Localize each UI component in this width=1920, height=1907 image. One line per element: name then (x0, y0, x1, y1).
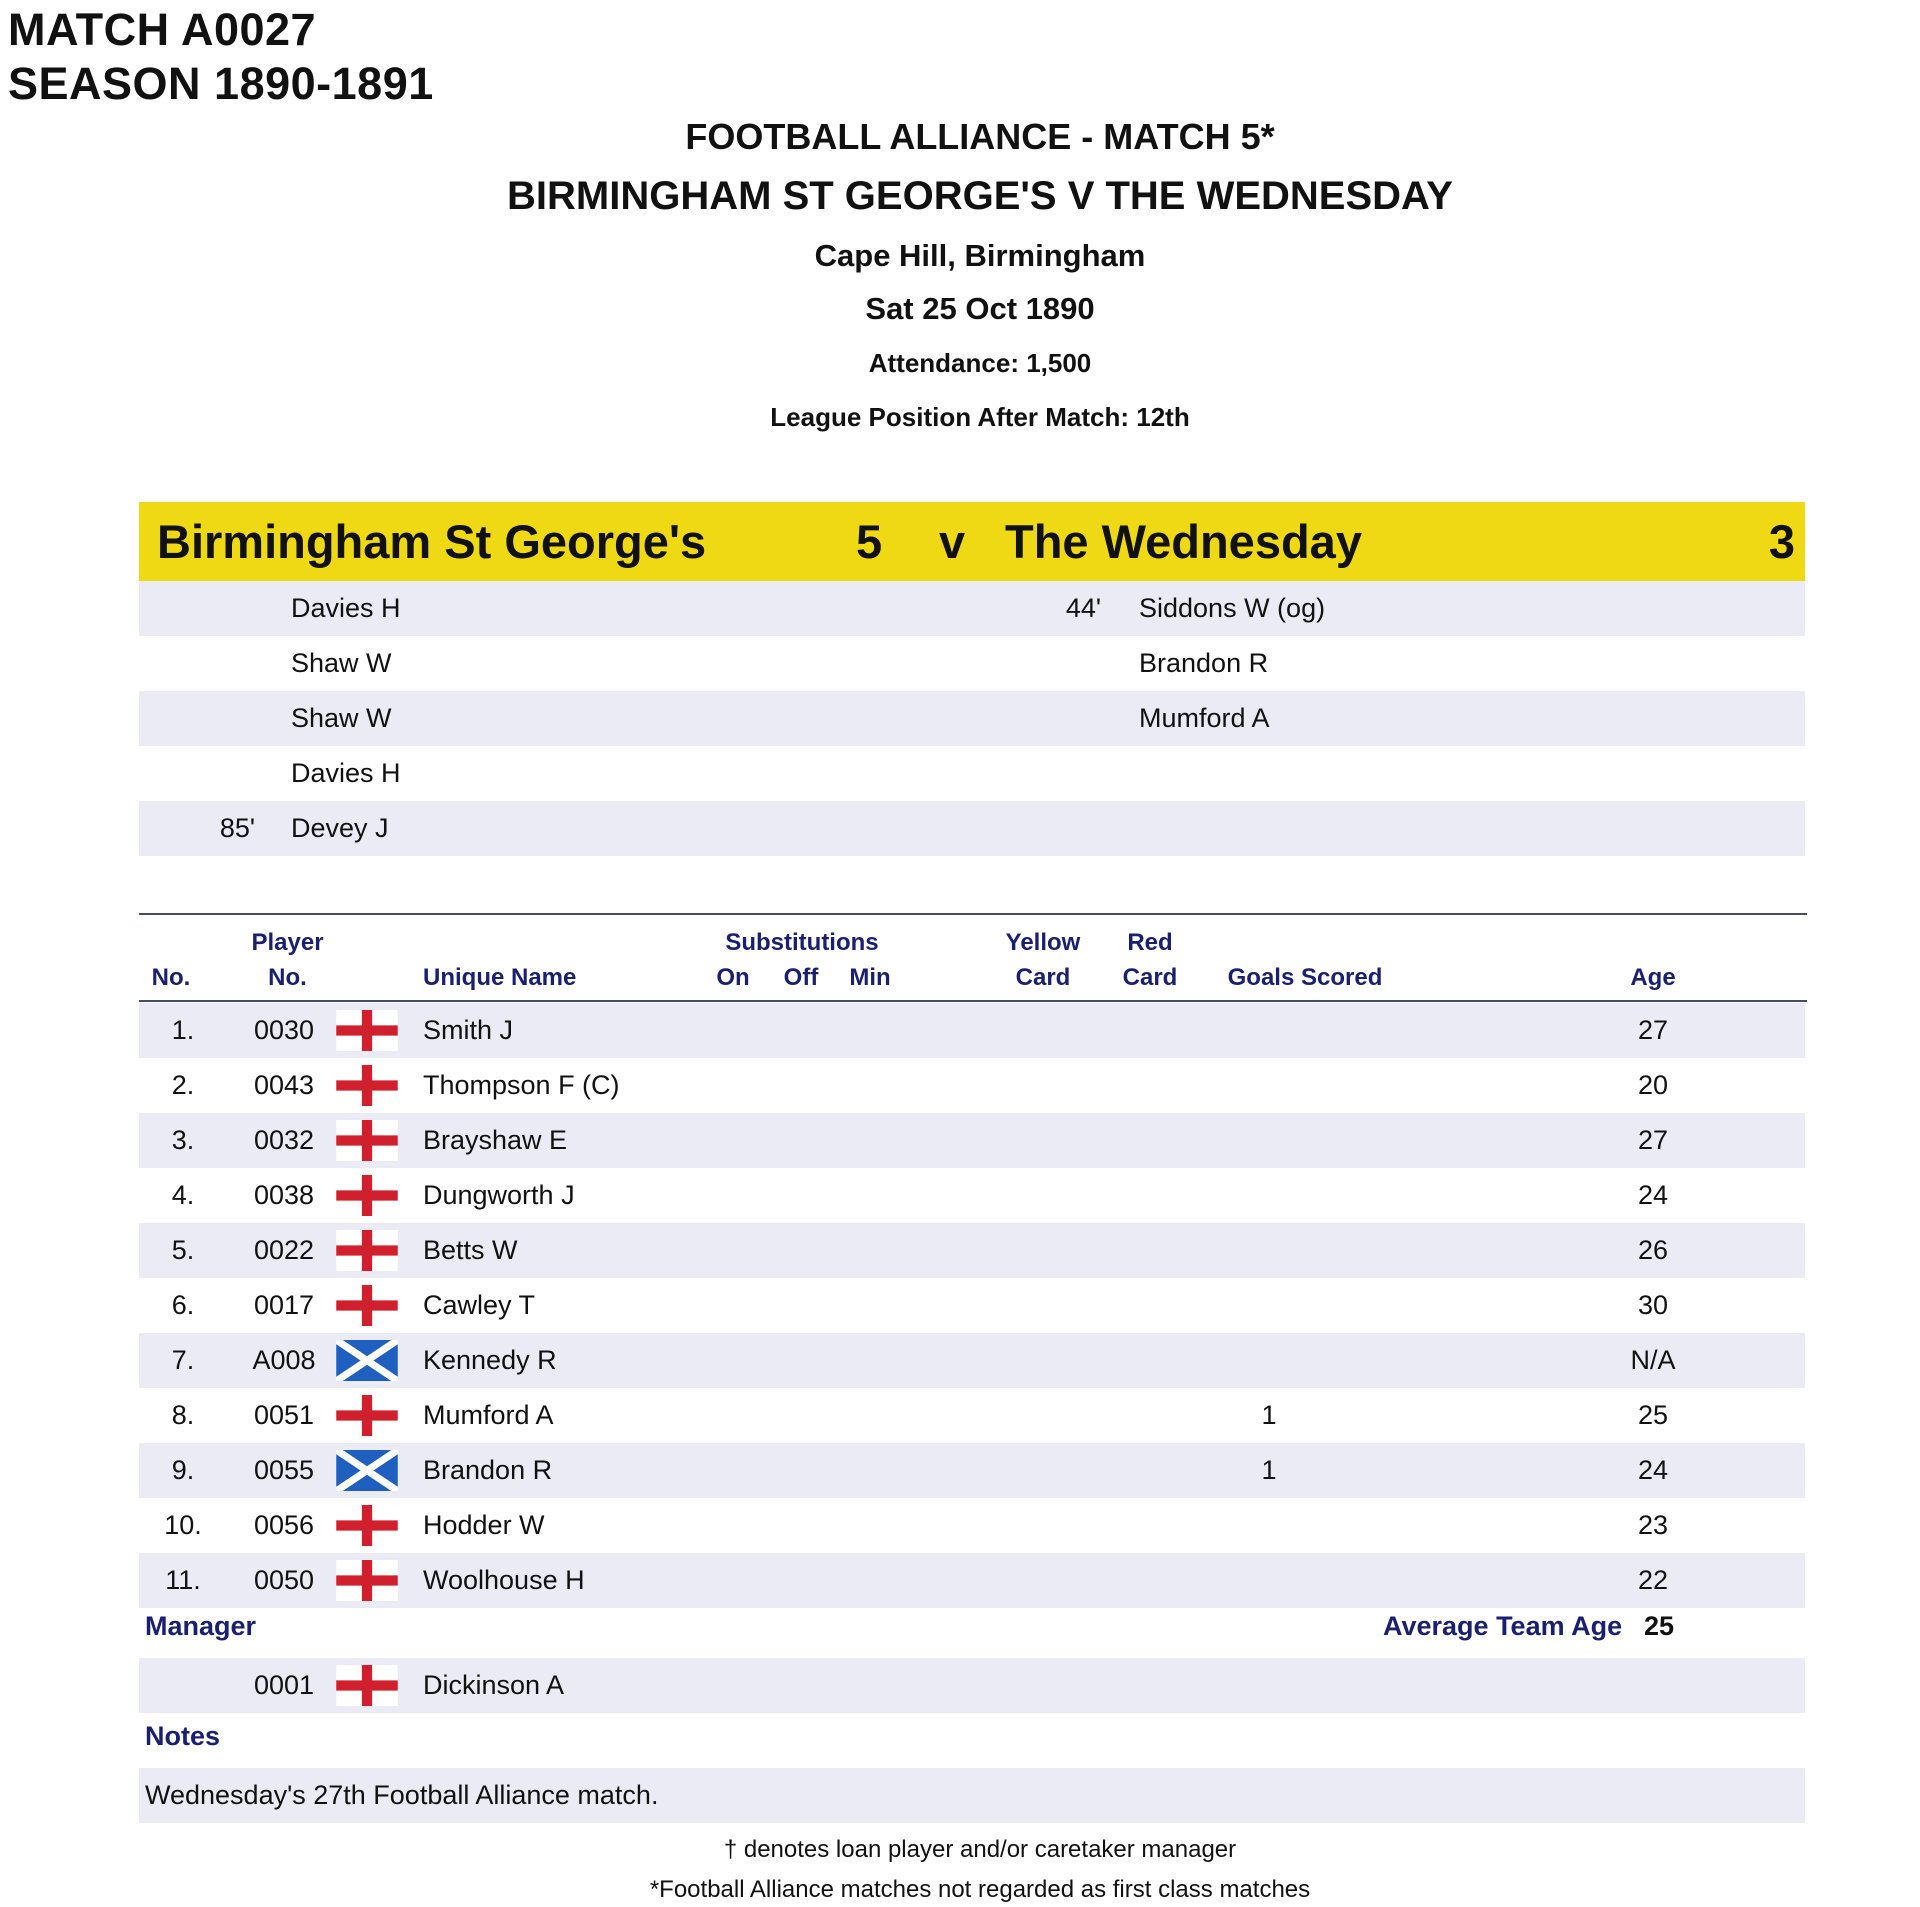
table-header-rule (139, 1000, 1807, 1002)
col-header-unique-name: Unique Name (423, 964, 577, 991)
shirt-number: 11. (165, 1565, 201, 1595)
england-flag-icon (336, 1175, 398, 1216)
player-number: 0017 (253, 1290, 315, 1320)
average-age-value: 25 (1644, 1611, 1675, 1641)
england-flag-icon (336, 1395, 398, 1436)
match-id: MATCH A0027 (8, 4, 317, 55)
average-age-label: Average Team Age (1383, 1611, 1623, 1641)
notes-text: Wednesday's 27th Football Alliance match. (145, 1780, 659, 1810)
col-header-no: No. (151, 964, 191, 991)
player-name: Brayshaw E (423, 1125, 568, 1155)
player-row (139, 1223, 1805, 1278)
player-name: Thompson F (C) (423, 1070, 620, 1100)
scorer-row (139, 636, 1805, 691)
home-score: 5 (856, 515, 883, 568)
shirt-number: 7. (171, 1345, 195, 1375)
player-row (139, 1113, 1805, 1168)
england-flag-icon (336, 1285, 398, 1326)
player-row (139, 1003, 1805, 1058)
player-name: Brandon R (423, 1455, 553, 1485)
col-header-yellow-line1: Yellow (1005, 929, 1081, 956)
player-row (139, 1443, 1805, 1498)
goals-scored: 1 (1261, 1455, 1277, 1485)
col-header-red-line2: Card (1122, 964, 1178, 991)
player-number: 0022 (253, 1235, 315, 1265)
player-row (139, 1333, 1805, 1388)
player-number: 0038 (253, 1180, 315, 1210)
col-header-red-line1: Red (1127, 929, 1173, 956)
shirt-number: 8. (171, 1400, 195, 1430)
scorer-row (139, 746, 1805, 801)
shirt-number: 10. (164, 1510, 202, 1540)
fixture-title: BIRMINGHAM ST GEORGE'S V THE WEDNESDAY (507, 174, 1453, 218)
manager-label: Manager (145, 1611, 257, 1641)
league-position: League Position After Match: 12th (770, 402, 1190, 432)
col-header-sub-off: Off (783, 964, 819, 991)
scorer-row (139, 581, 1805, 636)
player-age: 22 (1637, 1565, 1669, 1595)
scorer-row (139, 801, 1805, 856)
player-number: 0050 (253, 1565, 315, 1595)
player-age: 26 (1637, 1235, 1669, 1265)
home-scorer: Devey J (291, 813, 389, 843)
player-name: Betts W (423, 1235, 518, 1265)
home-goal-minute: 85' (219, 813, 255, 843)
player-age: 23 (1637, 1510, 1669, 1540)
competition-title: FOOTBALL ALLIANCE - MATCH 5* (685, 116, 1275, 157)
player-age: 20 (1637, 1070, 1669, 1100)
home-scorer: Davies H (291, 593, 401, 623)
player-row (139, 1498, 1805, 1553)
manager-number: 0001 (253, 1670, 315, 1700)
away-scorer: Brandon R (1139, 648, 1269, 678)
england-flag-icon (336, 1065, 398, 1106)
player-age: 27 (1637, 1015, 1669, 1045)
england-flag-icon (336, 1230, 398, 1271)
player-number: 0030 (253, 1015, 315, 1045)
goals-scored: 1 (1261, 1400, 1277, 1430)
player-row (139, 1278, 1805, 1333)
player-age: 24 (1637, 1180, 1669, 1210)
player-age: 24 (1637, 1455, 1669, 1485)
table-top-rule (139, 913, 1807, 915)
col-header-yellow-line2: Card (1015, 964, 1071, 991)
player-name: Cawley T (423, 1290, 536, 1320)
player-age: N/A (1630, 1345, 1676, 1375)
notes-label: Notes (145, 1721, 221, 1751)
col-header-player-no-line2: No. (268, 964, 307, 991)
player-name: Hodder W (423, 1510, 545, 1540)
home-scorer: Davies H (291, 758, 401, 788)
player-number: 0043 (253, 1070, 315, 1100)
match-date: Sat 25 Oct 1890 (865, 291, 1095, 326)
scotland-flag-icon (336, 1340, 398, 1381)
alliance-footnote: *Football Alliance matches not regarded as first class matches (649, 1876, 1311, 1903)
shirt-number: 4. (171, 1180, 195, 1210)
versus-label: v (939, 515, 966, 568)
england-flag-icon (336, 1120, 398, 1161)
shirt-number: 2. (171, 1070, 195, 1100)
player-number: A008 (252, 1345, 316, 1375)
england-flag-icon (336, 1665, 398, 1706)
col-header-player-no-line1: Player (251, 929, 324, 956)
away-scorer: Siddons W (og) (1139, 593, 1326, 623)
notes-row (139, 1768, 1805, 1823)
away-scorer: Mumford A (1139, 703, 1270, 733)
col-header-sub-on: On (716, 964, 750, 991)
player-number: 0032 (253, 1125, 315, 1155)
england-flag-icon (336, 1010, 398, 1051)
england-flag-icon (336, 1560, 398, 1601)
player-age: 30 (1637, 1290, 1669, 1320)
away-score: 3 (1768, 515, 1795, 568)
shirt-number: 5. (171, 1235, 195, 1265)
player-name: Mumford A (423, 1400, 554, 1430)
score-bar (139, 502, 1805, 581)
player-name: Smith J (423, 1015, 514, 1045)
scotland-flag-icon (336, 1450, 398, 1491)
player-name: Dungworth J (423, 1180, 575, 1210)
player-name: Kennedy R (423, 1345, 557, 1375)
scorer-row (139, 691, 1805, 746)
player-age: 25 (1637, 1400, 1669, 1430)
player-name: Woolhouse H (423, 1565, 585, 1595)
season-label: SEASON 1890-1891 (8, 58, 434, 109)
venue: Cape Hill, Birmingham (814, 238, 1146, 273)
col-header-age: Age (1630, 964, 1676, 991)
shirt-number: 9. (171, 1455, 195, 1485)
player-row (139, 1388, 1805, 1443)
col-header-substitutions: Substitutions (725, 929, 879, 956)
player-row (139, 1553, 1805, 1608)
player-number: 0056 (253, 1510, 315, 1540)
player-row (139, 1058, 1805, 1113)
player-row (139, 1168, 1805, 1223)
home-scorer: Shaw W (291, 648, 392, 678)
home-team-name: Birmingham St George's (157, 515, 707, 568)
away-team-name: The Wednesday (1005, 515, 1362, 568)
loan-footnote: † denotes loan player and/or caretaker manager (723, 1836, 1237, 1863)
col-header-sub-min: Min (849, 964, 891, 991)
home-scorer: Shaw W (291, 703, 392, 733)
away-goal-minute: 44' (1065, 593, 1101, 623)
shirt-number: 3. (171, 1125, 195, 1155)
manager-row (139, 1658, 1805, 1713)
shirt-number: 1. (171, 1015, 195, 1045)
player-number: 0051 (253, 1400, 315, 1430)
attendance: Attendance: 1,500 (868, 348, 1092, 378)
england-flag-icon (336, 1505, 398, 1546)
col-header-goals-scored: Goals Scored (1227, 964, 1383, 991)
manager-name: Dickinson A (423, 1670, 565, 1700)
shirt-number: 6. (171, 1290, 195, 1320)
player-number: 0055 (253, 1455, 315, 1485)
player-age: 27 (1637, 1125, 1669, 1155)
